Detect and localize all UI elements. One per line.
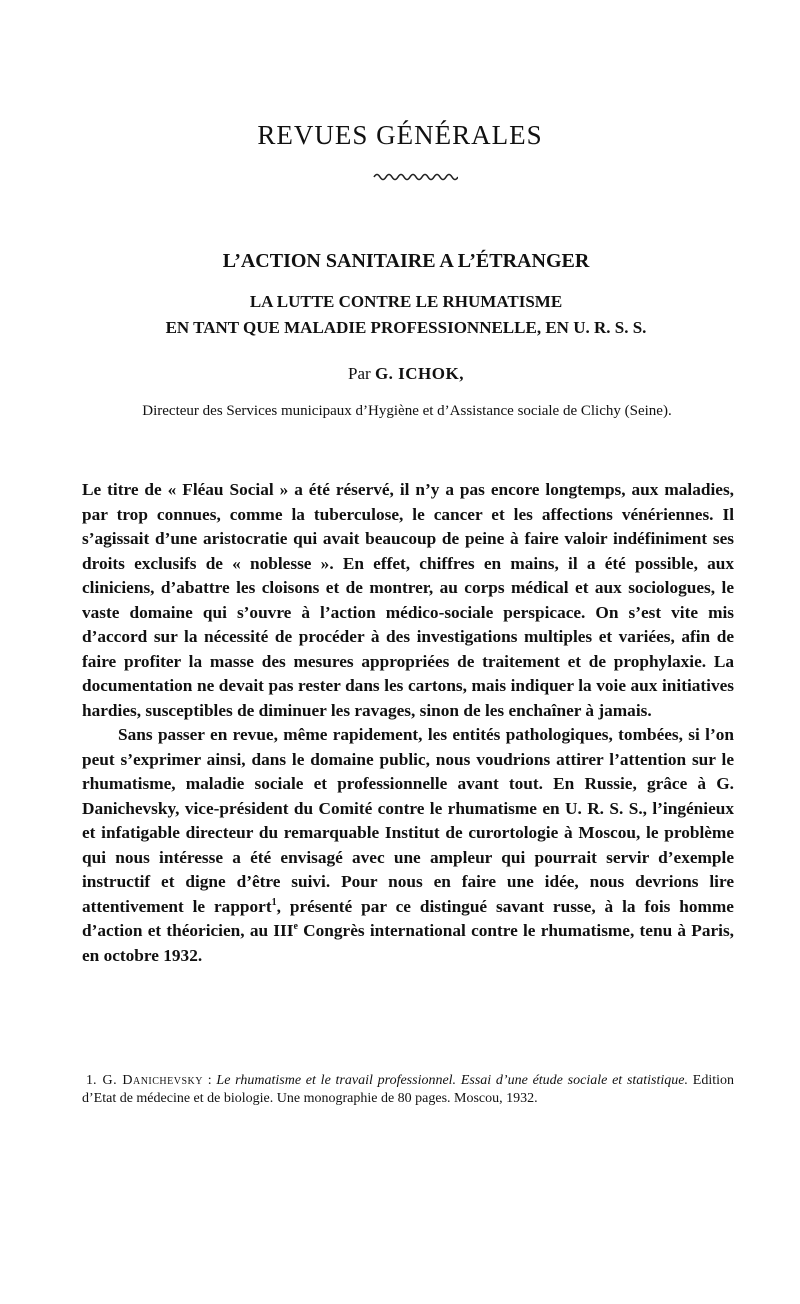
footnote-marker: 1 — [271, 896, 277, 908]
section-header: REVUES GÉNÉRALES — [257, 120, 543, 150]
byline — [0, 364, 800, 384]
ordinal-suffix: e — [293, 921, 298, 933]
byline-prefix: Par — [348, 364, 375, 383]
wavy-rule-ornament-icon — [372, 170, 458, 184]
author-name: G. ICHOK, — [374, 364, 464, 383]
footnote-author: G. Danichevsky — [102, 1073, 203, 1088]
body-paragraph-1: Le titre de « Fléau Social » a été réservé, il n’y a pas encore longtemps, aux maladies, par trop connues, comme la tuberculose, le cancer et les affections vénériennes. Il s’agissait d’une aristocratie qui avait beaucoup de peine à faire valoir indéfiniment ses droits exclusifs de « noblesse ». En effet, chiffres en mains, il a été possible, aux cliniciens, d’abattre les cloisons et de montrer, au corps médical et aux sociologues, le vaste domaine qui s’ouvre à l’action médico-sociale perspicace. On s’est vite mis d’accord sur la nécessité de procéder à des investigations multiples et variées, afin de faire profiter la masse des mesures appropriées de traitement et de prophylaxie. La documentation ne devait pas rester dans les cartons, mais indiquer la voie aux initiatives hardies, susceptibles de diminuer les ravages, sinon de les enchaîner à jamais. — [82, 480, 734, 720]
article-subtitle-line2: EN TANT QUE MALADIE PROFESSIONNELLE, EN U. R. S. S. — [165, 318, 647, 337]
footnote-publication-details: Edition d’Etat de médecine et de biologie. Une monographie de 80 pages. Moscou, 1932. — [82, 1073, 734, 1106]
paragraph-2-text-start: Sans passer en revue, même rapidement, les entités pathologiques, tombées, si l’on peut s’exprimer ainsi, dans le domaine public, nous voudrions attirer l’attention sur le rhumatisme, maladie sociale et professionnelle avant tout. En Russie, grâce à G. Danichevsky, vice-président du Comité contre le rhumatisme en U. R. S. S., l’ingénieux et infatigable directeur du remarquable Institut de curortologie à Moscou, le problème qui nous intéresse a été envisagé avec une ampleur qui pourrait servir d’exemple instructif et digne d’être suivi. Pour nous en faire une idée, nous devrions lire attentivement le rapport — [82, 725, 734, 916]
author-affiliation: Directeur des Services municipaux d’Hygiène et d’Assistance sociale de Clichy (Seine). — [142, 403, 672, 419]
footnote-number: 1. — [86, 1073, 97, 1088]
article-title: L’ACTION SANITAIRE A L’ÉTRANGER — [222, 250, 590, 272]
footnote-separator: : — [203, 1073, 217, 1088]
paragraph-2-text-end: Congrès international contre le rhumatisme, tenu à Paris, en octobre 1932. — [82, 921, 734, 965]
article-body — [82, 478, 734, 968]
body-paragraph-2 — [82, 723, 734, 968]
footnote-work-title: Le rhumatisme et le travail professionnel. Essai d’une étude sociale et statistique. — [216, 1073, 688, 1088]
footnote — [82, 1072, 734, 1108]
article-subtitle-line1: LA LUTTE CONTRE LE RHUMATISME — [249, 292, 563, 311]
paragraph-2-text-middle: , présenté par ce distingué savant russe, à la fois homme d’action et théoricien, au III — [82, 896, 734, 940]
